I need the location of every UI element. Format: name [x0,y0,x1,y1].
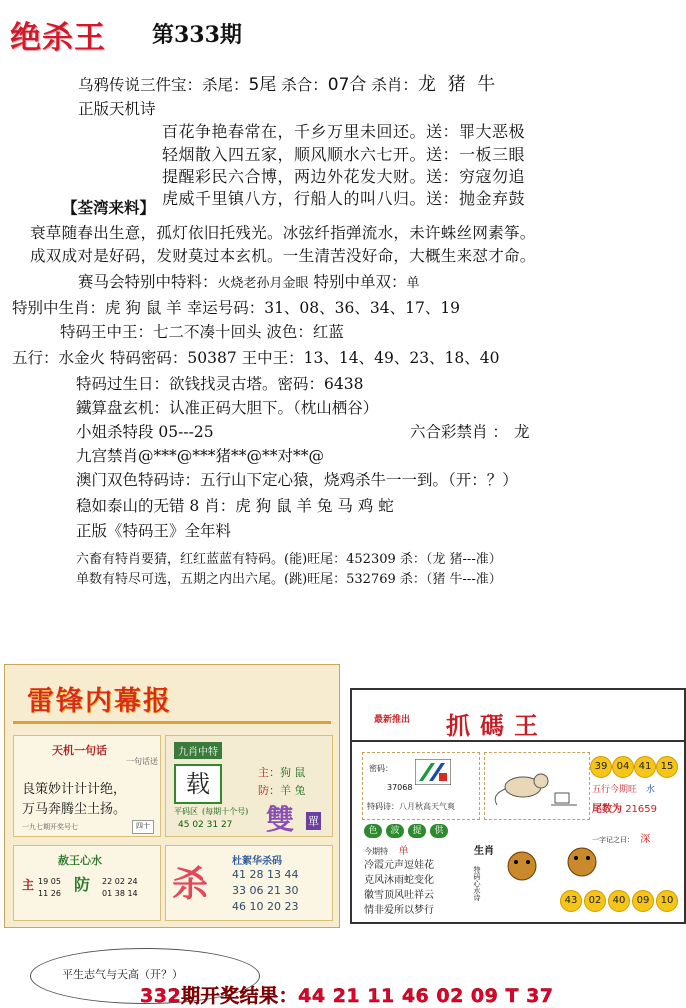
line-guoshengri: 特码过生日：欲钱找灵古塔。密码：6438 [76,375,364,393]
source-label: 【荃湾来料】 [62,198,156,217]
yijuzhi-value: 深 [640,834,651,845]
line-wenru: 稳如泰山的无错 8 肖：虎 狗 鼠 羊 兔 马 鸡 蛇 [76,497,394,515]
zhuamawang-title: 抓碼王 [446,711,548,740]
jinxiao-label: 六合彩禁肖 ： [410,423,508,441]
pinghu-numbers: 45 02 31 27 [178,820,233,830]
poem-side-label: 特码心水诗 [473,866,481,901]
wuya-tail: 5尾 [248,75,277,95]
mima-value: 37068 [387,783,413,792]
wang-col-b: 22 02 24 01 38 14 [102,877,138,898]
line-liuxu: 六畜有特肖要猜，红红蓝蓝有特码。(能)旺尾：452309 杀：（龙 猪---准） [76,552,502,567]
line-jiugong: 九宫禁肖@***@***猪**@**对**@ [76,447,325,465]
line-wuya [78,70,498,96]
mice-illustration [498,840,608,886]
zhu-label: 主： [258,766,280,779]
sha-char: 杀 [172,863,209,905]
rb-poem-2: 克风沐雨蛇变化 [364,875,434,886]
zhuamawang-tag: 最新推出 [374,715,411,725]
tag-button-4: 供 [430,824,448,838]
rb-poem-1: 冷霞元声逗娃花 [364,860,434,871]
wang-zhu: 主 [22,878,35,892]
poem-line-3: 提醒彩民六合博，两边外花发大财。送：穷寇勿追 [162,167,526,186]
ball-bottom-2: 02 [584,890,606,912]
line-liuhe-jinxiao [410,420,529,442]
ball-top-2: 04 [612,756,634,778]
cloud-text: 平生志气与天高（开？） [62,968,183,981]
line-danshu: 单数有特尽可选，五期之内出六尾。(跳)旺尾：532769 杀：（猪 牛---准） [76,572,502,587]
tag-button-1: 色 [364,824,382,838]
pinghu-sub: (每期十个号) [202,807,249,816]
jinqi-label: 今期特 [364,847,388,856]
rb-poem-3: 徽雪顶风吐祥云 [364,890,434,901]
zhu-row [258,764,306,780]
dan-char: 單 [306,812,321,830]
para-line-1: 衰草随春出生意，孤灯依旧托残光。冰弦纤指弹流水，未许蛛丝网素筝。 [30,224,536,242]
logo-icon [415,759,451,785]
tianji-panel [13,735,161,837]
weishu-value: 21659 [625,804,657,815]
line-aomen: 澳门双色特码诗：五行山下定心猿，烧鸡杀牛一一到。（开：？） [76,471,518,489]
wang-fang: 防 [74,875,91,894]
shengxiao-label: 生肖 [474,846,494,857]
saima-label: 赛马会特别中特料： [78,273,218,291]
para-line-2: 成双成对是好码，发财莫过本玄机。一生清苦没好命，大概生来怼才命。 [30,247,536,265]
line-tema-wang: 特码王中王：七二不凑十回头 波色：红蓝 [60,323,344,341]
ball-bottom-4: 09 [632,890,654,912]
wuya-prefix: 乌鸦传说三件宝：杀尾： [78,76,249,94]
tema-label: 特码诗： [367,802,399,811]
yijuzhi-label: 一字记之曰： [592,836,634,844]
ball-bottom-5: 10 [656,890,678,912]
wuya-mid: 杀合： [276,76,328,94]
wuya-xiao: 龙 猪 牛 [417,74,499,95]
line-xiaojie: 小姐杀特段 05---25 [76,423,214,441]
wuya-xiao-label: 杀肖： [366,76,418,94]
tianji-title: 天机一句话 [52,744,107,757]
rb-poem-4: 情非爱所以梦行 [364,905,434,916]
shuang-char: 雙 [266,803,295,836]
poem-block [364,858,434,918]
zhu-char-box: 载 [174,764,222,804]
ball-bottom-3: 40 [608,890,630,912]
wang-col-a: 19 05 11 26 [38,877,61,898]
wang-xinshui-title: 赦王心水 [58,854,102,867]
rat-illustration-box [484,752,590,820]
mima-label: 密码： [369,764,393,773]
jiuxiao-title: 九肖中特 [174,742,222,759]
tianji-verse-2: 万马奔腾尘土扬。 [22,802,127,817]
poem-line-2: 轻烟散入四五家，顺风顺水六七开。送：一板三眼 [162,145,526,164]
line-wuxing: 五行：水金火 特码密码：50387 王中王：13、14、49、23、18、40 [12,349,500,367]
jinqi-row [364,842,409,857]
fang-label: 防： [258,784,280,797]
lottery-result: 332期开奖结果：44 21 11 46 02 09 T 37 [140,985,554,1007]
tianji-foot: 一九七期开奖号七 [22,823,78,831]
danshuang-label: 特别中单双： [308,273,407,291]
wuxing-row [592,782,655,795]
tianji-verse-1: 良策妙计计计绝， [22,782,127,797]
tianji-mini-box: 四十 [132,820,154,834]
tianji-sub: 一句话送 [126,757,158,766]
shama-row-3: 46 10 20 23 [232,900,299,913]
mice-icon [498,840,608,886]
tag-button-2: 波 [386,824,404,838]
line-tiesuan: 鐵算盘玄机：认准正码大胆下。（枕山栖谷） [76,399,379,417]
wuxing-value: 水 [645,785,655,795]
jinqi-value: 单 [398,846,409,857]
line-saima [78,270,419,292]
poem-line-1: 百花争艳春常在，千乡万里未回还。送：罪大恶极 [162,122,526,141]
line-quannian: 正版《特码王》全年料 [76,522,232,540]
zhu-value: 狗 鼠 [280,766,306,779]
balls-bottom-row [560,890,682,912]
shama-row-1: 41 28 13 44 [232,868,299,881]
fang-value: 羊 兔 [280,784,306,797]
issue-number: 第333期 [152,22,242,48]
poem-line-4: 虎威千里镇八方，行船人的叫八归。送：抛金弃鼓 [162,189,526,208]
zhuamawang-board [350,688,686,924]
wang-xinshui-panel [13,845,161,921]
leifeng-board [4,664,340,928]
fang-row [258,782,306,798]
logo-title: 绝杀王 [10,20,106,56]
ball-top-3: 41 [634,756,656,778]
rat-illustration-icon [485,753,589,819]
jiuxiao-panel [165,735,333,837]
wuxing-text: 五行今期旺 [592,785,638,795]
pinghu-label [174,806,248,817]
tag-button-3: 提 [408,824,426,838]
ball-top-4: 15 [656,756,678,778]
tag-buttons-row [364,824,464,840]
shama-row-2: 33 06 21 30 [232,884,299,897]
leifeng-title: 雷锋内幕报 [27,686,172,717]
title-divider [13,721,331,724]
danshuang-value: 单 [406,276,420,291]
ball-bottom-1: 43 [560,890,582,912]
shama-title: 杜絮华杀码 [232,856,282,867]
balls-top-row [590,756,680,778]
shama-panel [165,845,333,921]
pinghu-title: 平码区 [174,807,198,816]
jinxiao-value: 龙 [513,423,530,441]
weishu-text: 尾数为 [592,804,622,815]
ball-top-1: 39 [590,756,612,778]
tema-value: 八月秋高天气爽 [399,802,455,811]
weishu-row [592,800,657,815]
line-tebie-shengxiao: 特别中生肖：虎 狗 鼠 羊 幸运号码：31、08、36、34、17、19 [12,299,461,317]
mima-box [362,752,480,820]
saima-value: 火烧老孙月金眼 [217,276,309,291]
zhengban-tianji: 正版天机诗 [78,100,156,118]
tema-row [367,801,455,812]
wuya-he: 07合 [327,75,367,95]
